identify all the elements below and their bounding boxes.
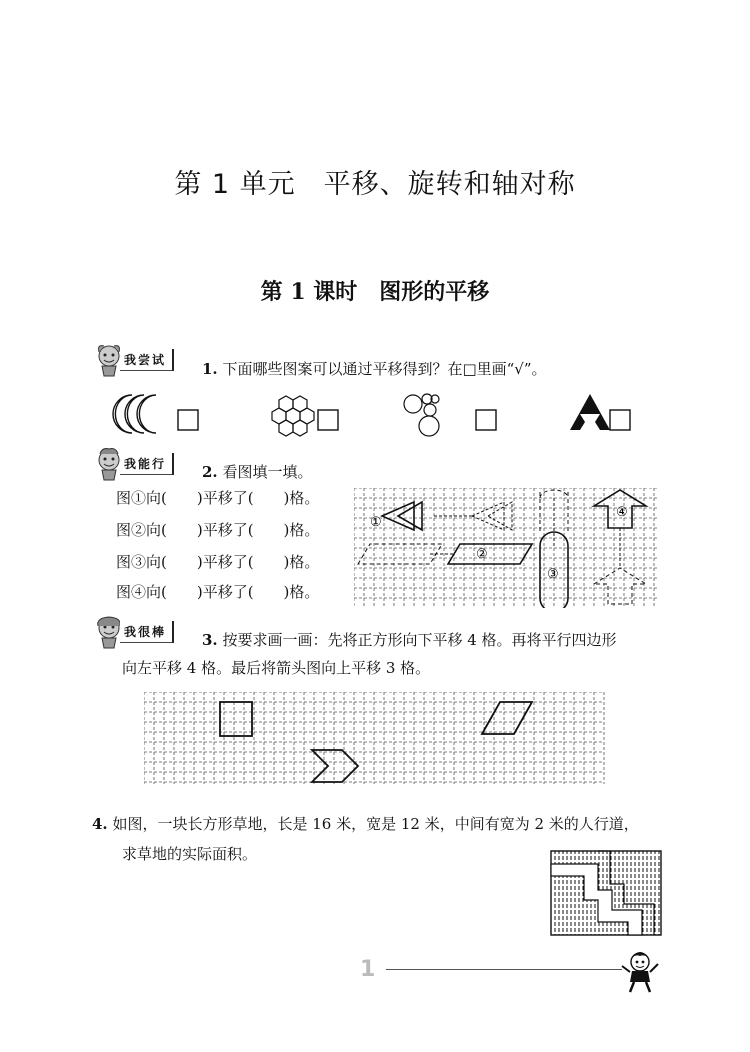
q1-answer-box-3[interactable] [476,410,496,430]
figure-2-parallelogram [448,544,532,564]
q3-line-1: 按要求画一画：先将正方形向下平移 4 格。再将平行四边形 [222,631,617,649]
q3-square [220,702,252,736]
q1-text [202,358,547,379]
figure-2-ghost [358,544,442,564]
q2-prompt: 看图填一填。 [222,463,313,481]
q3-text [202,629,617,650]
triangle-pattern [570,394,610,430]
q4-lawn-figure [550,850,662,936]
unit-title: 第 1 单元 平移、旋转和轴对称 [174,169,576,200]
figure-1-label: ① [370,515,382,530]
figure-4-ghost [594,568,646,604]
q4-text [92,813,639,834]
q1-answer-box-2[interactable] [318,410,338,430]
q2-text [202,461,312,482]
q4-line-1: 如图，一块长方形草地，长是 16 米，宽是 12 米，中间有宽为 2 米的人行道， [112,815,639,833]
lesson-title: 第 1 课时 图形的平移 [260,279,490,305]
q4-number: 4. [92,815,108,833]
q2-grid-figure [354,488,660,608]
hexagon-pattern [272,396,314,436]
q3-number: 3. [202,631,218,649]
cartoon-boy-icon [618,948,664,994]
q3-grid-figure [144,692,606,786]
q1-patterns [110,390,650,440]
crescent-pattern [113,395,156,433]
badge-can [92,446,174,482]
q2-number: 2. [202,463,218,481]
q2-fill-line-2[interactable]: 图②向( )平移了( )格。 [116,521,320,539]
page-number: 1 [360,957,376,982]
q1-answer-box-4[interactable] [610,410,630,430]
figure-3-ghost [540,490,568,534]
figure-1-arrows [382,502,422,530]
badge-try [92,342,174,378]
badge-great [92,614,174,650]
q1-answer-box-1[interactable] [178,410,198,430]
figure-2-label: ② [476,547,488,562]
q1-number: 1. [202,360,218,378]
q2-fill-line-1[interactable]: 图①向( )平移了( )格。 [116,489,320,507]
q3-parallelogram [482,702,532,734]
figure-3-label: ③ [547,567,559,582]
figure-1-ghost [434,502,512,530]
q2-fill-line-4[interactable]: 图④向( )平移了( )格。 [116,583,320,601]
badge-can-label: 我能行 [120,453,174,475]
q3-arrow-shape [312,750,358,782]
q4-line-2: 求草地的实际面积。 [122,845,258,863]
badge-try-label: 我尝试 [120,349,174,371]
footer-rule [386,969,622,970]
figure-4-label: ④ [616,505,628,520]
q1-prompt: 下面哪些图案可以通过平移得到？在□里画“√”。 [222,360,547,378]
circles-pattern [404,394,439,436]
q3-line-2: 向左平移 4 格。最后将箭头图向上平移 3 格。 [122,659,431,677]
q2-fill-line-3[interactable]: 图③向( )平移了( )格。 [116,553,320,571]
badge-great-label: 我很棒 [120,621,174,643]
